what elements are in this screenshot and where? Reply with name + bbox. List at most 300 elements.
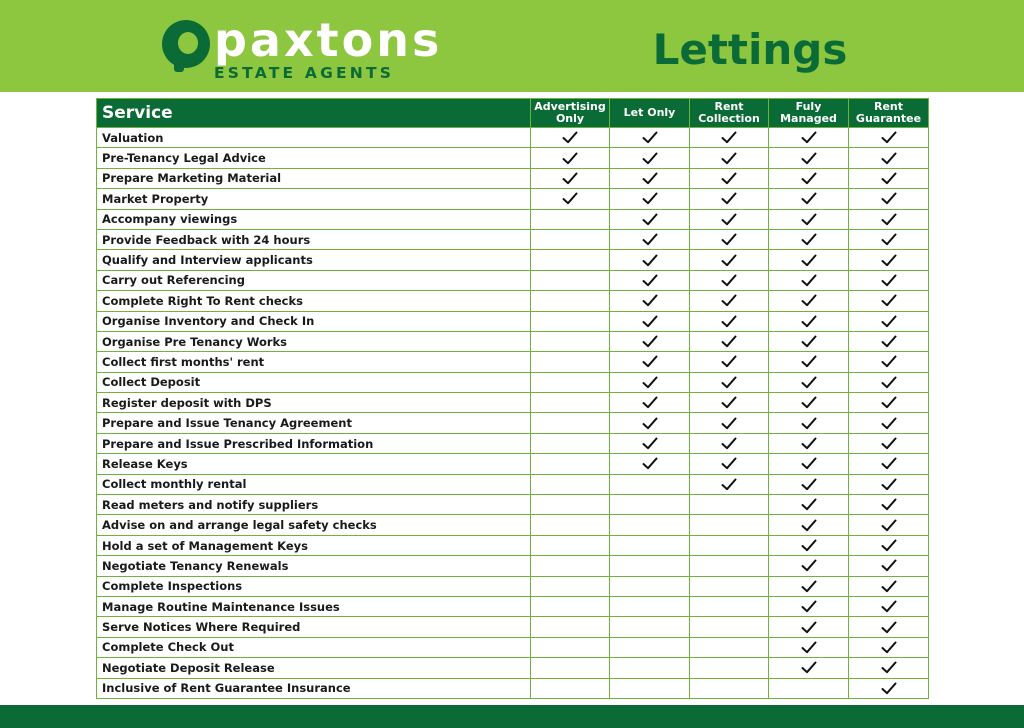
check-icon xyxy=(881,152,897,165)
check-icon xyxy=(881,335,897,348)
tick-cell xyxy=(531,658,610,678)
table-row xyxy=(97,535,929,555)
tick-cell xyxy=(849,331,929,351)
tick-cell xyxy=(531,352,610,372)
check-icon xyxy=(642,192,658,205)
tick-cell xyxy=(690,393,769,413)
tick-cell xyxy=(610,352,690,372)
tick-cell xyxy=(690,678,769,698)
service-name: Register deposit with DPS xyxy=(97,393,531,413)
tick-cell xyxy=(769,250,849,270)
tick-cell xyxy=(769,678,849,698)
tick-cell xyxy=(690,352,769,372)
tick-cell xyxy=(690,596,769,616)
tick-cell xyxy=(531,393,610,413)
check-icon xyxy=(881,376,897,389)
tick-cell xyxy=(610,433,690,453)
table-row xyxy=(97,209,929,229)
tick-cell xyxy=(849,678,929,698)
check-icon xyxy=(642,152,658,165)
tick-cell xyxy=(610,372,690,392)
tick-cell xyxy=(690,617,769,637)
check-icon xyxy=(721,294,737,307)
check-icon xyxy=(881,580,897,593)
check-icon xyxy=(881,457,897,470)
check-icon xyxy=(801,192,817,205)
check-icon xyxy=(881,600,897,613)
check-icon xyxy=(801,661,817,674)
check-icon xyxy=(721,355,737,368)
tick-cell xyxy=(531,291,610,311)
tick-cell xyxy=(690,250,769,270)
tick-cell xyxy=(690,311,769,331)
tick-cell xyxy=(849,372,929,392)
tick-cell xyxy=(610,637,690,657)
check-icon xyxy=(562,152,578,165)
tick-cell xyxy=(690,168,769,188)
tick-cell xyxy=(769,576,849,596)
table-row xyxy=(97,678,929,698)
tick-cell xyxy=(610,189,690,209)
tick-cell xyxy=(769,270,849,290)
tick-cell xyxy=(769,209,849,229)
tick-cell xyxy=(769,474,849,494)
check-icon xyxy=(562,192,578,205)
tick-cell xyxy=(849,515,929,535)
check-icon xyxy=(801,315,817,328)
page-title: Lettings xyxy=(652,25,848,74)
tick-cell xyxy=(531,474,610,494)
tick-cell xyxy=(690,454,769,474)
footer-bar xyxy=(0,705,1024,728)
tick-cell xyxy=(769,617,849,637)
table-row xyxy=(97,291,929,311)
logo-subtitle: ESTATE AGENTS xyxy=(214,64,395,82)
column-header-line: Only xyxy=(555,112,585,125)
tick-cell xyxy=(769,168,849,188)
column-header-line: Rent xyxy=(714,100,744,113)
tick-cell xyxy=(769,556,849,576)
column-header-advertising-only xyxy=(531,99,610,128)
service-name: Advise on and arrange legal safety checks xyxy=(97,515,531,535)
tick-cell xyxy=(690,331,769,351)
tick-cell xyxy=(531,637,610,657)
check-icon xyxy=(801,417,817,430)
check-icon xyxy=(801,641,817,654)
tick-cell xyxy=(849,433,929,453)
tick-cell xyxy=(849,250,929,270)
check-icon xyxy=(801,172,817,185)
check-icon xyxy=(881,621,897,634)
tick-cell xyxy=(531,495,610,515)
service-name: Prepare Marketing Material xyxy=(97,168,531,188)
header-banner xyxy=(0,0,1024,92)
column-header-line: Advertising xyxy=(534,100,606,113)
tick-cell xyxy=(769,393,849,413)
check-icon xyxy=(721,131,737,144)
check-icon xyxy=(881,233,897,246)
column-header-fully-managed xyxy=(769,99,849,128)
tick-cell xyxy=(531,372,610,392)
service-name: Prepare and Issue Prescribed Information xyxy=(97,433,531,453)
tick-cell xyxy=(610,556,690,576)
tick-cell xyxy=(849,128,929,148)
tick-cell xyxy=(769,515,849,535)
tick-cell xyxy=(531,270,610,290)
tick-cell xyxy=(610,311,690,331)
tick-cell xyxy=(690,433,769,453)
tick-cell xyxy=(849,209,929,229)
tick-cell xyxy=(769,433,849,453)
check-icon xyxy=(642,274,658,287)
check-icon xyxy=(642,457,658,470)
check-icon xyxy=(881,641,897,654)
check-icon xyxy=(642,376,658,389)
table-row xyxy=(97,556,929,576)
check-icon xyxy=(881,498,897,511)
column-header-rent-collection xyxy=(690,99,769,128)
tick-cell xyxy=(849,454,929,474)
tick-cell xyxy=(531,454,610,474)
tick-cell xyxy=(610,658,690,678)
service-name: Valuation xyxy=(97,128,531,148)
service-name: Negotiate Deposit Release xyxy=(97,658,531,678)
check-icon xyxy=(881,355,897,368)
tick-cell xyxy=(769,331,849,351)
table-row xyxy=(97,474,929,494)
check-icon xyxy=(801,233,817,246)
tick-cell xyxy=(849,535,929,555)
tick-cell xyxy=(769,495,849,515)
tick-cell xyxy=(849,352,929,372)
table-row xyxy=(97,617,929,637)
tick-cell xyxy=(610,678,690,698)
tick-cell xyxy=(690,291,769,311)
check-icon xyxy=(562,172,578,185)
tick-cell xyxy=(610,148,690,168)
service-name: Complete Inspections xyxy=(97,576,531,596)
service-name: Qualify and Interview applicants xyxy=(97,250,531,270)
check-icon xyxy=(721,417,737,430)
tick-cell xyxy=(690,372,769,392)
tick-cell xyxy=(531,311,610,331)
tick-cell xyxy=(690,413,769,433)
tick-cell xyxy=(769,291,849,311)
check-icon xyxy=(801,539,817,552)
tick-cell xyxy=(531,678,610,698)
tick-cell xyxy=(849,495,929,515)
check-icon xyxy=(801,580,817,593)
tick-cell xyxy=(531,209,610,229)
tick-cell xyxy=(849,270,929,290)
tick-cell xyxy=(849,189,929,209)
tick-cell xyxy=(531,168,610,188)
tick-cell xyxy=(531,128,610,148)
tick-cell xyxy=(690,189,769,209)
check-icon xyxy=(721,437,737,450)
table-row xyxy=(97,331,929,351)
check-icon xyxy=(721,457,737,470)
service-name: Hold a set of Management Keys xyxy=(97,535,531,555)
paxtons-logo[interactable] xyxy=(160,13,443,84)
check-icon xyxy=(881,131,897,144)
column-header-rent-guarantee xyxy=(849,99,929,128)
logo-wordmark: paxtons xyxy=(214,13,443,67)
check-icon xyxy=(881,213,897,226)
tick-cell xyxy=(769,128,849,148)
check-icon xyxy=(881,192,897,205)
tick-cell xyxy=(531,189,610,209)
service-name: Manage Routine Maintenance Issues xyxy=(97,596,531,616)
column-header-line: Collection xyxy=(698,112,760,125)
service-name: Provide Feedback with 24 hours xyxy=(97,229,531,249)
service-name: Prepare and Issue Tenancy Agreement xyxy=(97,413,531,433)
service-name: Carry out Referencing xyxy=(97,270,531,290)
check-icon xyxy=(881,682,897,695)
tick-cell xyxy=(769,596,849,616)
check-icon xyxy=(801,600,817,613)
check-icon xyxy=(881,274,897,287)
tick-cell xyxy=(769,372,849,392)
tick-cell xyxy=(531,413,610,433)
check-icon xyxy=(801,519,817,532)
check-icon xyxy=(881,661,897,674)
check-icon xyxy=(801,152,817,165)
table-row xyxy=(97,168,929,188)
tick-cell xyxy=(610,617,690,637)
tick-cell xyxy=(849,291,929,311)
tick-cell xyxy=(610,576,690,596)
services-table xyxy=(96,98,929,699)
logo-p-mark-icon xyxy=(162,20,210,68)
tick-cell xyxy=(610,535,690,555)
tick-cell xyxy=(769,352,849,372)
tick-cell xyxy=(610,393,690,413)
service-name: Inclusive of Rent Guarantee Insurance xyxy=(97,678,531,698)
tick-cell xyxy=(849,658,929,678)
service-name: Negotiate Tenancy Renewals xyxy=(97,556,531,576)
tick-cell xyxy=(610,474,690,494)
tick-cell xyxy=(849,229,929,249)
service-name: Pre-Tenancy Legal Advice xyxy=(97,148,531,168)
table-row xyxy=(97,454,929,474)
check-icon xyxy=(881,172,897,185)
tick-cell xyxy=(610,291,690,311)
check-icon xyxy=(801,498,817,511)
column-header-line: Fuly xyxy=(795,100,822,113)
tick-cell xyxy=(610,128,690,148)
check-icon xyxy=(801,621,817,634)
table-row xyxy=(97,229,929,249)
service-name: Complete Right To Rent checks xyxy=(97,291,531,311)
tick-cell xyxy=(769,658,849,678)
check-icon xyxy=(721,254,737,267)
table-row xyxy=(97,658,929,678)
check-icon xyxy=(642,213,658,226)
tick-cell xyxy=(690,515,769,535)
service-name: Accompany viewings xyxy=(97,209,531,229)
tick-cell xyxy=(769,454,849,474)
check-icon xyxy=(881,519,897,532)
check-icon xyxy=(801,376,817,389)
service-name: Collect first months' rent xyxy=(97,352,531,372)
check-icon xyxy=(721,213,737,226)
tick-cell xyxy=(769,148,849,168)
tick-cell xyxy=(769,535,849,555)
tick-cell xyxy=(531,433,610,453)
tick-cell xyxy=(690,270,769,290)
check-icon xyxy=(642,294,658,307)
table-header-row xyxy=(97,99,929,128)
service-name: Organise Inventory and Check In xyxy=(97,311,531,331)
tick-cell xyxy=(769,189,849,209)
tick-cell xyxy=(769,311,849,331)
check-icon xyxy=(801,559,817,572)
tick-cell xyxy=(690,495,769,515)
check-icon xyxy=(642,315,658,328)
tick-cell xyxy=(531,556,610,576)
check-icon xyxy=(801,457,817,470)
check-icon xyxy=(721,478,737,491)
service-name: Release Keys xyxy=(97,454,531,474)
tick-cell xyxy=(531,596,610,616)
check-icon xyxy=(881,539,897,552)
service-name: Collect Deposit xyxy=(97,372,531,392)
column-header-line: Guarantee xyxy=(855,112,922,125)
tick-cell xyxy=(849,596,929,616)
tick-cell xyxy=(610,250,690,270)
tick-cell xyxy=(690,556,769,576)
check-icon xyxy=(562,131,578,144)
tick-cell xyxy=(610,413,690,433)
tick-cell xyxy=(849,168,929,188)
table-row xyxy=(97,128,929,148)
check-icon xyxy=(881,437,897,450)
check-icon xyxy=(801,213,817,226)
check-icon xyxy=(881,254,897,267)
tick-cell xyxy=(690,128,769,148)
service-name: Read meters and notify suppliers xyxy=(97,495,531,515)
tick-cell xyxy=(769,229,849,249)
tick-cell xyxy=(610,168,690,188)
check-icon xyxy=(721,396,737,409)
table-row xyxy=(97,352,929,372)
tick-cell xyxy=(610,209,690,229)
check-icon xyxy=(881,417,897,430)
tick-cell xyxy=(849,474,929,494)
tick-cell xyxy=(531,515,610,535)
tick-cell xyxy=(531,148,610,168)
check-icon xyxy=(801,274,817,287)
table-row xyxy=(97,515,929,535)
check-icon xyxy=(801,131,817,144)
check-icon xyxy=(721,376,737,389)
tick-cell xyxy=(531,250,610,270)
table-row xyxy=(97,189,929,209)
tick-cell xyxy=(849,637,929,657)
tick-cell xyxy=(769,637,849,657)
tick-cell xyxy=(690,209,769,229)
tick-cell xyxy=(849,148,929,168)
check-icon xyxy=(642,254,658,267)
tick-cell xyxy=(690,229,769,249)
check-icon xyxy=(642,437,658,450)
table-row xyxy=(97,250,929,270)
tick-cell xyxy=(531,229,610,249)
check-icon xyxy=(642,417,658,430)
service-name: Complete Check Out xyxy=(97,637,531,657)
tick-cell xyxy=(531,617,610,637)
service-name: Serve Notices Where Required xyxy=(97,617,531,637)
check-icon xyxy=(721,274,737,287)
table-row xyxy=(97,393,929,413)
service-name: Collect monthly rental xyxy=(97,474,531,494)
table-row xyxy=(97,372,929,392)
check-icon xyxy=(721,315,737,328)
column-header-line: Let Only xyxy=(623,106,676,119)
tick-cell xyxy=(849,617,929,637)
column-header-line: Managed xyxy=(780,112,837,125)
table-row xyxy=(97,311,929,331)
tick-cell xyxy=(849,576,929,596)
column-header-let-only xyxy=(610,99,690,128)
tick-cell xyxy=(690,474,769,494)
column-header-line: Rent xyxy=(873,100,904,113)
check-icon xyxy=(642,335,658,348)
check-icon xyxy=(801,437,817,450)
check-icon xyxy=(881,478,897,491)
service-name: Market Property xyxy=(97,189,531,209)
tick-cell xyxy=(531,535,610,555)
check-icon xyxy=(801,254,817,267)
table-row xyxy=(97,433,929,453)
tick-cell xyxy=(849,413,929,433)
check-icon xyxy=(642,355,658,368)
check-icon xyxy=(881,396,897,409)
tick-cell xyxy=(769,413,849,433)
tick-cell xyxy=(690,637,769,657)
check-icon xyxy=(721,335,737,348)
tick-cell xyxy=(849,311,929,331)
tick-cell xyxy=(690,658,769,678)
check-icon xyxy=(642,233,658,246)
table-row xyxy=(97,148,929,168)
tick-cell xyxy=(610,454,690,474)
check-icon xyxy=(881,294,897,307)
tick-cell xyxy=(610,270,690,290)
check-icon xyxy=(801,294,817,307)
check-icon xyxy=(721,233,737,246)
check-icon xyxy=(642,172,658,185)
check-icon xyxy=(801,355,817,368)
check-icon xyxy=(642,396,658,409)
service-name: Organise Pre Tenancy Works xyxy=(97,331,531,351)
table-row xyxy=(97,270,929,290)
tick-cell xyxy=(610,331,690,351)
check-icon xyxy=(801,335,817,348)
tick-cell xyxy=(610,596,690,616)
check-icon xyxy=(881,559,897,572)
check-icon xyxy=(721,192,737,205)
check-icon xyxy=(801,478,817,491)
table-row xyxy=(97,637,929,657)
check-icon xyxy=(642,131,658,144)
tick-cell xyxy=(690,576,769,596)
check-icon xyxy=(801,396,817,409)
table-row xyxy=(97,495,929,515)
service-column-header: Service xyxy=(97,99,531,128)
check-icon xyxy=(721,172,737,185)
